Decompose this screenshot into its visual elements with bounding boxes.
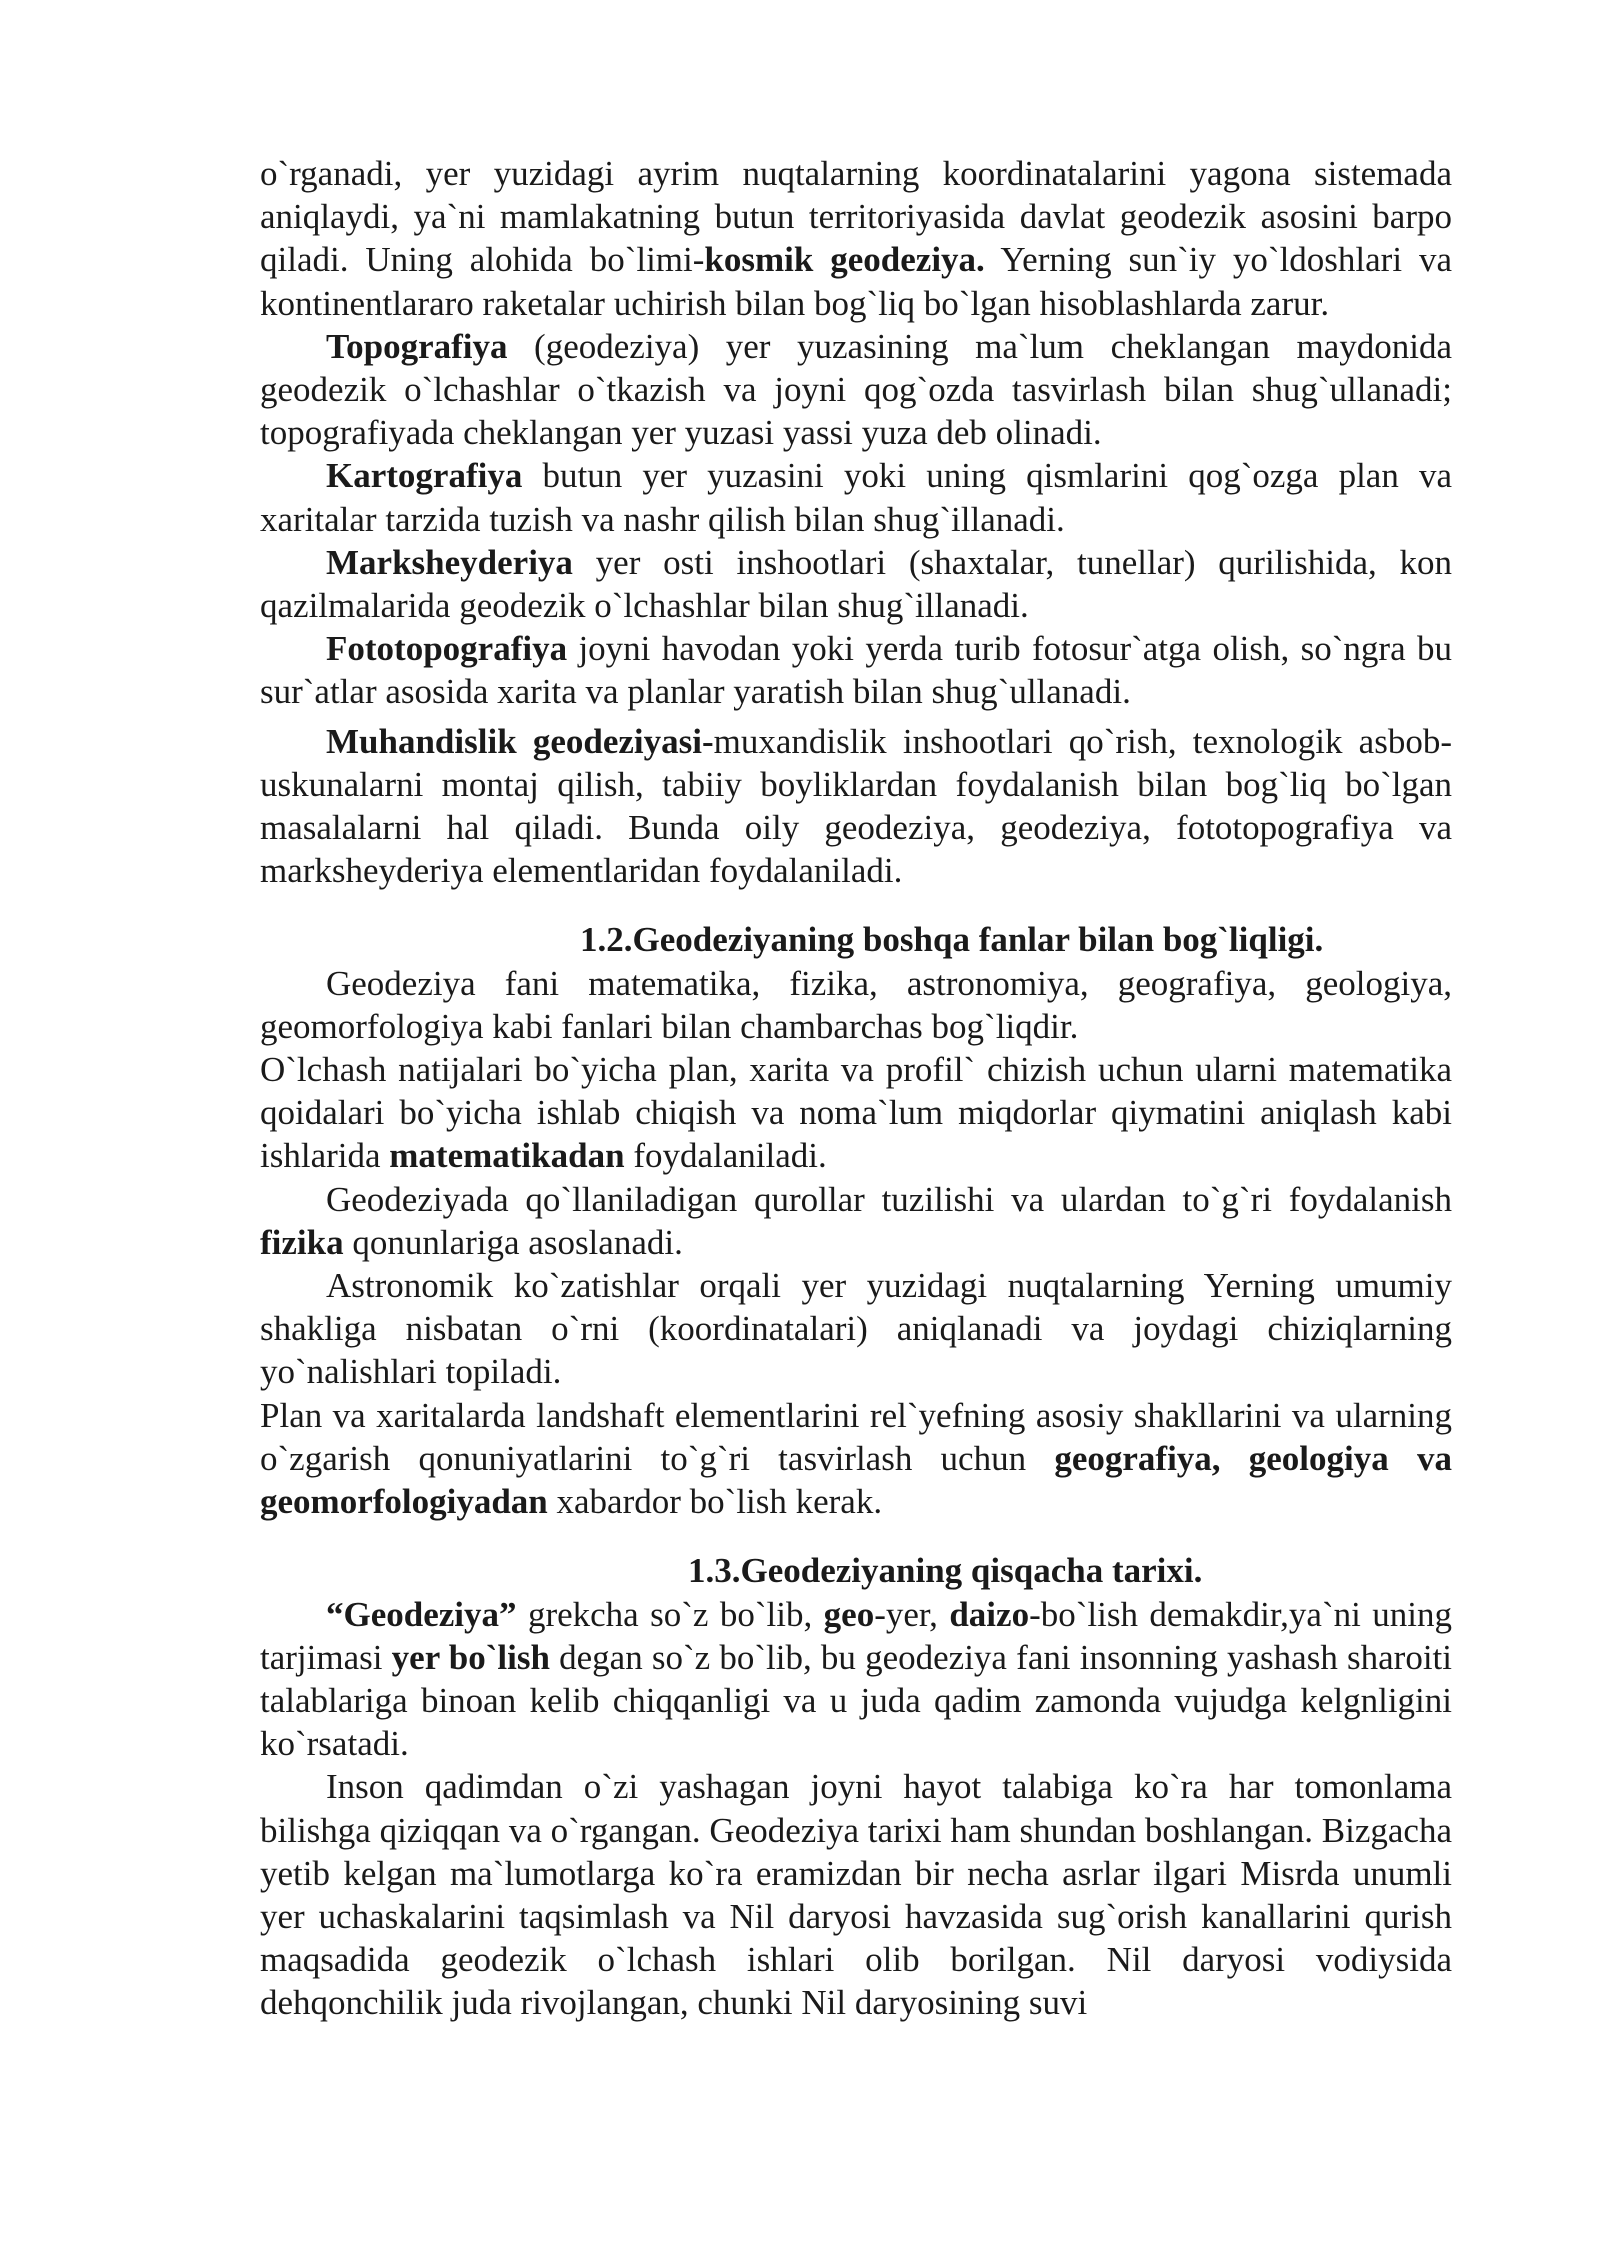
text-run: (geodeziya) yer yuzasining ma`lum cheklangan maydonida geodezik o`lchashlar o`tkazish va joyni qog`ozda tasvirlash bilan shug`ullanadi; topografiyada cheklangan yer yuzasi yassi yuza deb olinadi.: [260, 326, 1452, 453]
paragraph-geografiya: [260, 1394, 1452, 1524]
text-run: foydalaniladi.: [624, 1136, 827, 1176]
text-run: Geodeziyada qo`llaniladigan qurollar tuzilishi va ulardan to`g`ri foydalanish: [326, 1179, 1452, 1219]
paragraph-marksheyderiya: [260, 541, 1452, 627]
paragraph-etymology: [260, 1593, 1452, 1766]
text-run: yer osti inshootlari (shaxtalar, tunellar) qurilishida, kon qazilmalarida geodezik o`lchashlar bilan shug`illanadi.: [260, 542, 1452, 626]
text-run: Yerning sun`iy yo`ldoshlari va kontinentlararo raketalar uchirish bilan bog`liq bo`lgan hisoblashlarda zarur.: [260, 240, 1452, 323]
section-heading-1-2: 1.2.Geodeziyaning boshqa fanlar bilan bog`liqligi.: [580, 920, 1324, 960]
text-run: xabardor bo`lish kerak.: [547, 1482, 883, 1522]
section-heading-1-3: 1.3.Geodeziyaning qisqacha tarixi.: [688, 1551, 1203, 1591]
term-matematikadan: matematikadan: [389, 1136, 625, 1176]
paragraph-fototopografiya: [260, 627, 1452, 713]
paragraph-kartografiya: [260, 454, 1452, 540]
paragraph-matematika: [260, 1048, 1452, 1178]
text-run: Plan va xaritalarda landshaft elementlarini rel`yefning asosiy shakllarini va ularning o`zgarish qonuniyatlarini to`g`ri tasvirlash uchun: [260, 1395, 1452, 1478]
term-fototopografiya: Fototopografiya: [326, 629, 568, 669]
term-topografiya: Topografiya: [326, 326, 508, 366]
text-run: o`rganadi, yer yuzidagi ayrim nuqtalarning koordinatalarini yagona sistemada aniqlaydi, ya`ni mamlakatning butun territoriyasida davlat geodezik asosini barpo qiladi. Uning alohida bo`limi-: [260, 154, 1452, 280]
paragraph-muhandislik-geodeziyasi: [260, 720, 1452, 893]
paragraph-topografiya: [260, 325, 1452, 455]
term-yer-bolish: yer bo`lish: [391, 1637, 550, 1677]
text-run: degan so`z bo`lib, bu geodeziya fani insonning yashash sharoiti talablariga binoan kelib chiqqanligi va u juda qadim zamonda vujudga kelgnligini ko`rsatadi.: [260, 1637, 1452, 1764]
text-run: qonunlariga asoslanadi.: [343, 1222, 683, 1262]
text-run: joyni havodan yoki yerda turib fotosur`atga olish, so`ngra bu sur`atlar asosida xarita va planlar yaratish bilan shug`ullanadi.: [260, 629, 1452, 712]
paragraph-geodesy-intro: [260, 152, 1452, 325]
text-run: -bo`lish demakdir,ya`ni uning tarjimasi: [260, 1594, 1452, 1677]
term-geografiya-geologiya: geografiya, geologiya va geomorfologiyadan: [260, 1438, 1452, 1522]
text-run: butun yer yuzasini yoki uning qismlarini qog`ozga plan va xaritalar tarzida tuzish va nashr qilish bilan shug`illanadi.: [260, 456, 1452, 539]
term-muhandislik-geodeziyasi: Muhandislik geodeziyasi-: [326, 721, 714, 761]
term-marksheyderiya: Marksheyderiya: [326, 542, 573, 582]
paragraph-astronomiya: Astronomik ko`zatishlar orqali yer yuzidagi nuqtalarning Yerning umumiy shakliga nisbatan o`rni (koordinatalari) aniqlanadi va joydagi chiziqlarning yo`nalishlari topiladi.: [260, 1266, 1452, 1392]
term-fizika: fizika: [260, 1222, 344, 1262]
text-run: grekcha so`z bo`lib,: [516, 1594, 824, 1634]
text-run: muxandislik inshootlari qo`rish, texnologik asbob-uskunalarni montaj qilish, tabiiy boyliklardan foydalanish bilan bog`liq bo`lgan masalalarni hal qiladi. Bunda oily geodeziya, geodeziya, fototopografiya va marksheyderiya elementlaridan foydalaniladi.: [260, 721, 1452, 891]
term-kartografiya: Kartografiya: [326, 456, 523, 496]
term-daizo: daizo: [949, 1594, 1030, 1634]
text-run: O`lchash natijalari bo`yicha plan, xarita va profil` chizish uchun ularni matematika qoidalari bo`yicha ishlab chiqish va noma`lum miqdorlar qiymatini aniqlash kabi ishlarida: [260, 1050, 1452, 1176]
term-geo: geo: [823, 1594, 875, 1634]
term-kosmik-geodeziya: kosmik geodeziya.: [704, 240, 985, 280]
term-geodeziya: “Geodeziya”: [326, 1594, 517, 1634]
text-run: -yer,: [874, 1594, 950, 1634]
paragraph-related-sciences: Geodeziya fani matematika, fizika, astronomiya, geografiya, geologiya, geomorfologiya kabi fanlari bilan chambarchas bog`liqdir.: [260, 963, 1452, 1046]
paragraph-history: Inson qadimdan o`zi yashagan joyni hayot talabiga ko`ra har tomonlama bilishga qiziqqan va o`rgangan. Geodeziya tarixi ham shundan boshlangan. Bizgacha yetib kelgan ma`lumotlarga ko`ra eramizdan bir necha asrlar ilgari Misrda unumli yer uchaskalarini taqsimlash va Nil daryosi havzasida sug`orish kanallarini qurish maqsadida geodezik o`lchash ishlari olib borilgan. Nil daryosi vodiysida dehqonchilik juda rivojlangan, chunki Nil daryosining suvi: [260, 1767, 1452, 2023]
paragraph-fizika: [260, 1178, 1452, 1264]
document-body: [260, 152, 1452, 2025]
